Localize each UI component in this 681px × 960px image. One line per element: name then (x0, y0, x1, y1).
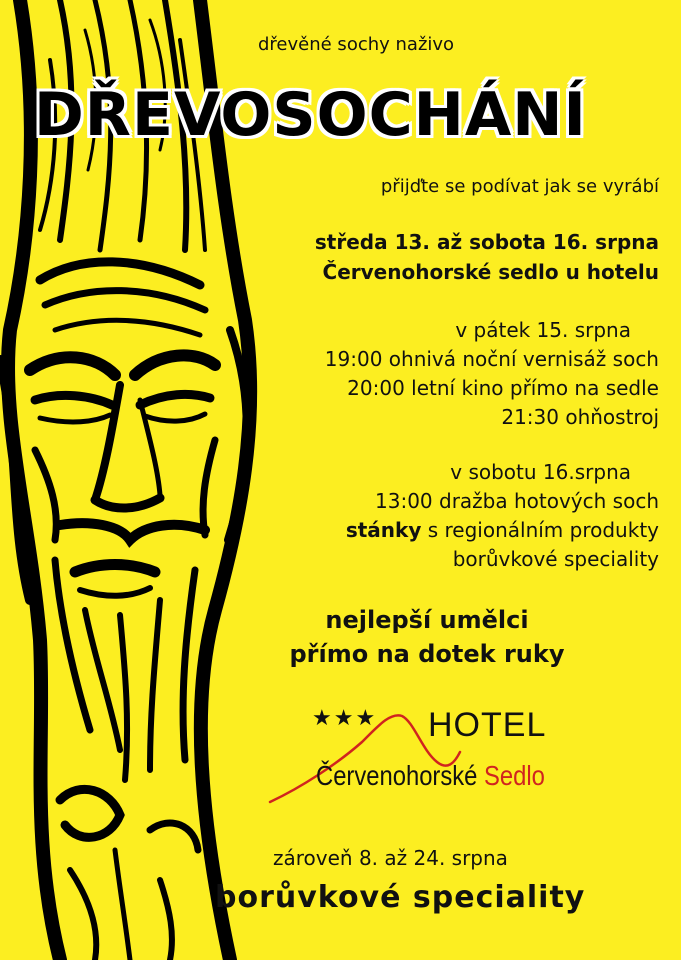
artists-line-2: přímo na dotek ruky (289, 640, 565, 668)
saturday-event-auction: 13:00 dražba hotových soch (375, 489, 659, 513)
artists-line-1: nejlepší umělci (325, 606, 529, 634)
saturday-heading: v sobotu 16.srpna (450, 460, 631, 484)
hotel-name (316, 760, 545, 792)
stands-bold-word: stánky (345, 518, 422, 542)
friday-heading: v pátek 15. srpna (455, 318, 631, 342)
poster-title: DŘEVOSOCHÁNÍ (34, 80, 587, 150)
poster-subtitle: dřevěné sochy naživo (258, 34, 455, 55)
saturday-stands (346, 516, 659, 545)
hotel-stars-icon: ★★★ (312, 706, 378, 731)
blueberry-specialities-headline: borůvkové speciality (215, 880, 586, 915)
hotel-logo (262, 702, 562, 812)
artists-tagline (262, 603, 592, 671)
saturday-specialities: borůvkové speciality (452, 547, 659, 571)
also-dates: zároveň 8. až 24. srpna (273, 846, 508, 870)
hotel-name-part-1: Červenohorské (316, 760, 485, 791)
hotel-name-part-2: Sedlo (484, 760, 545, 791)
hotel-word: HOTEL (428, 706, 547, 744)
friday-program (325, 316, 659, 432)
friday-event-fireworks: 21:30 ohňostroj (501, 405, 659, 429)
saturday-program (346, 458, 659, 574)
friday-event-vernissage: 19:00 ohnivá noční vernisáž soch (324, 347, 659, 371)
stands-rest-text: s regionálním produkty (421, 518, 659, 542)
invite-text: přijďte se podívat jak se vyrábí (380, 176, 659, 197)
event-location: Červenohorské sedlo u hotelu (322, 260, 659, 284)
friday-event-cinema: 20:00 letní kino přímo na sedle (347, 376, 659, 400)
event-date-range: středa 13. až sobota 16. srpna (314, 230, 659, 254)
